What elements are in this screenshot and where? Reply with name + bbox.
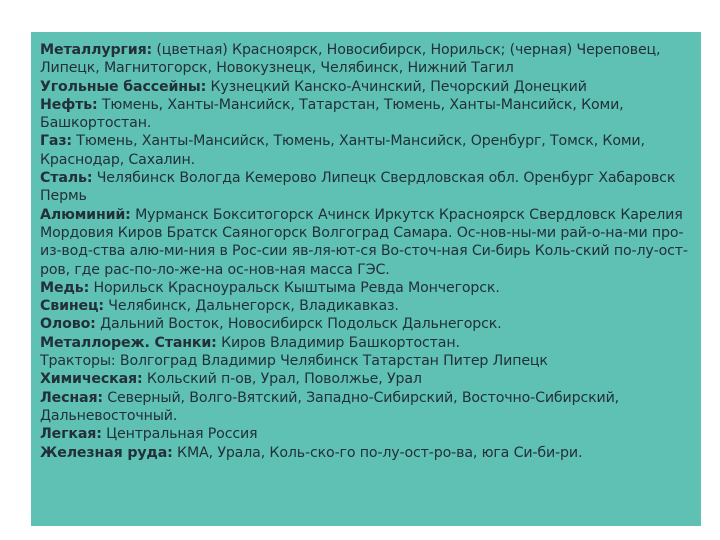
entry-text: Кузнецкий Канско-Ачинский, Печорский Донецкий xyxy=(206,78,587,95)
entry-text: Северный, Волго-Вятский, Западно-Сибирский, Восточно-Сибирский, Дальневосточный. xyxy=(40,389,624,424)
entry-tin xyxy=(40,315,698,333)
entry-text: КМА, Урала, Коль-ско-го по-лу-ост-ро-ва, юга Си-би-ри. xyxy=(172,444,583,461)
entry-oil xyxy=(40,96,698,133)
slide-background xyxy=(31,32,701,526)
entry-label: Угольные бассейны: xyxy=(40,78,207,95)
entry-text: Тюмень, Ханты-Мансийск, Татарстан, Тюмень, Ханты-Мансийск, Коми, Башкортостан. xyxy=(40,96,628,132)
entry-label: Металлургия: xyxy=(40,42,153,58)
entry-machine-tools xyxy=(40,334,698,352)
entry-coal-basins xyxy=(40,78,698,96)
entry-label: Железная руда: xyxy=(40,444,173,461)
entry-text: Центральная Россия xyxy=(101,426,258,443)
entry-label: Газ: xyxy=(40,133,72,150)
entry-text: Норильск Красноуральск Кыштыма Ревда Мончегорск. xyxy=(89,279,500,296)
entry-steel xyxy=(40,169,698,206)
text-content xyxy=(40,41,698,462)
entry-label: Легкая: xyxy=(40,426,102,443)
entry-label: Алюминий: xyxy=(40,206,131,223)
entry-label: Сталь: xyxy=(40,170,93,187)
entry-metallurgy xyxy=(40,41,698,78)
entry-gas xyxy=(40,132,698,169)
entry-text: Челябинск, Дальнегорск, Владикавказ. xyxy=(103,298,399,315)
entry-text: Кольский п-ов, Урал, Поволжье, Урал xyxy=(142,371,422,388)
entry-chemical xyxy=(40,370,698,388)
entry-iron-ore xyxy=(40,444,698,462)
entry-label: Металлореж. Станки: xyxy=(40,334,217,351)
entry-label: Медь: xyxy=(40,279,90,296)
entry-label: Нефть: xyxy=(40,96,98,113)
entry-lead xyxy=(40,297,698,315)
entry-forestry xyxy=(40,389,698,426)
entry-text: Киров Владимир Башкортостан. xyxy=(216,334,460,351)
entry-aluminum xyxy=(40,206,698,279)
entry-text: Челябинск Вологда Кемерово Липецк Свердловская обл. Оренбург Хабаровск Пермь xyxy=(40,170,680,205)
entry-label: Олово: xyxy=(40,316,96,333)
entry-text: Мурманск Бокситогорск Ачинск Иркутск Красноярск Свердловск Карелия Мордовия Киров Братск Саяногорск Волгоград Самара. Ос-нов-ны-ми рай-о-на-ми про-из-вод-ства алю-ми-ния в Рос-сии яв-ля-ют-ся Во-сточ-ная Си-бирь Коль-ский по-лу-ост-ров, где рас-по-ло-же-на ос-нов-ная масса ГЭС. xyxy=(40,206,688,278)
entry-text: (цветная) Красноярск, Новосибирск, Норильск; (черная) Череповец, Липецк, Магнитогорск, Новокузнецк, Челябинск, Нижний Тагил xyxy=(40,42,665,77)
entry-copper xyxy=(40,279,698,297)
entry-text: Тракторы: Волгоград Владимир Челябинск Татарстан Питер Липецк xyxy=(40,353,548,370)
entry-light-industry xyxy=(40,425,698,443)
entry-tractors xyxy=(40,352,698,370)
entry-label: Химическая: xyxy=(40,371,143,388)
entry-label: Лесная: xyxy=(40,389,103,406)
entry-text: Тюмень, Ханты-Мансийск, Тюмень, Ханты-Мансийск, Оренбург, Томск, Коми, Краснодар, Сахалин. xyxy=(40,133,650,168)
entry-label: Свинец: xyxy=(40,298,104,315)
entry-text: Дальний Восток, Новосибирск Подольск Дальнегорск. xyxy=(95,316,502,333)
